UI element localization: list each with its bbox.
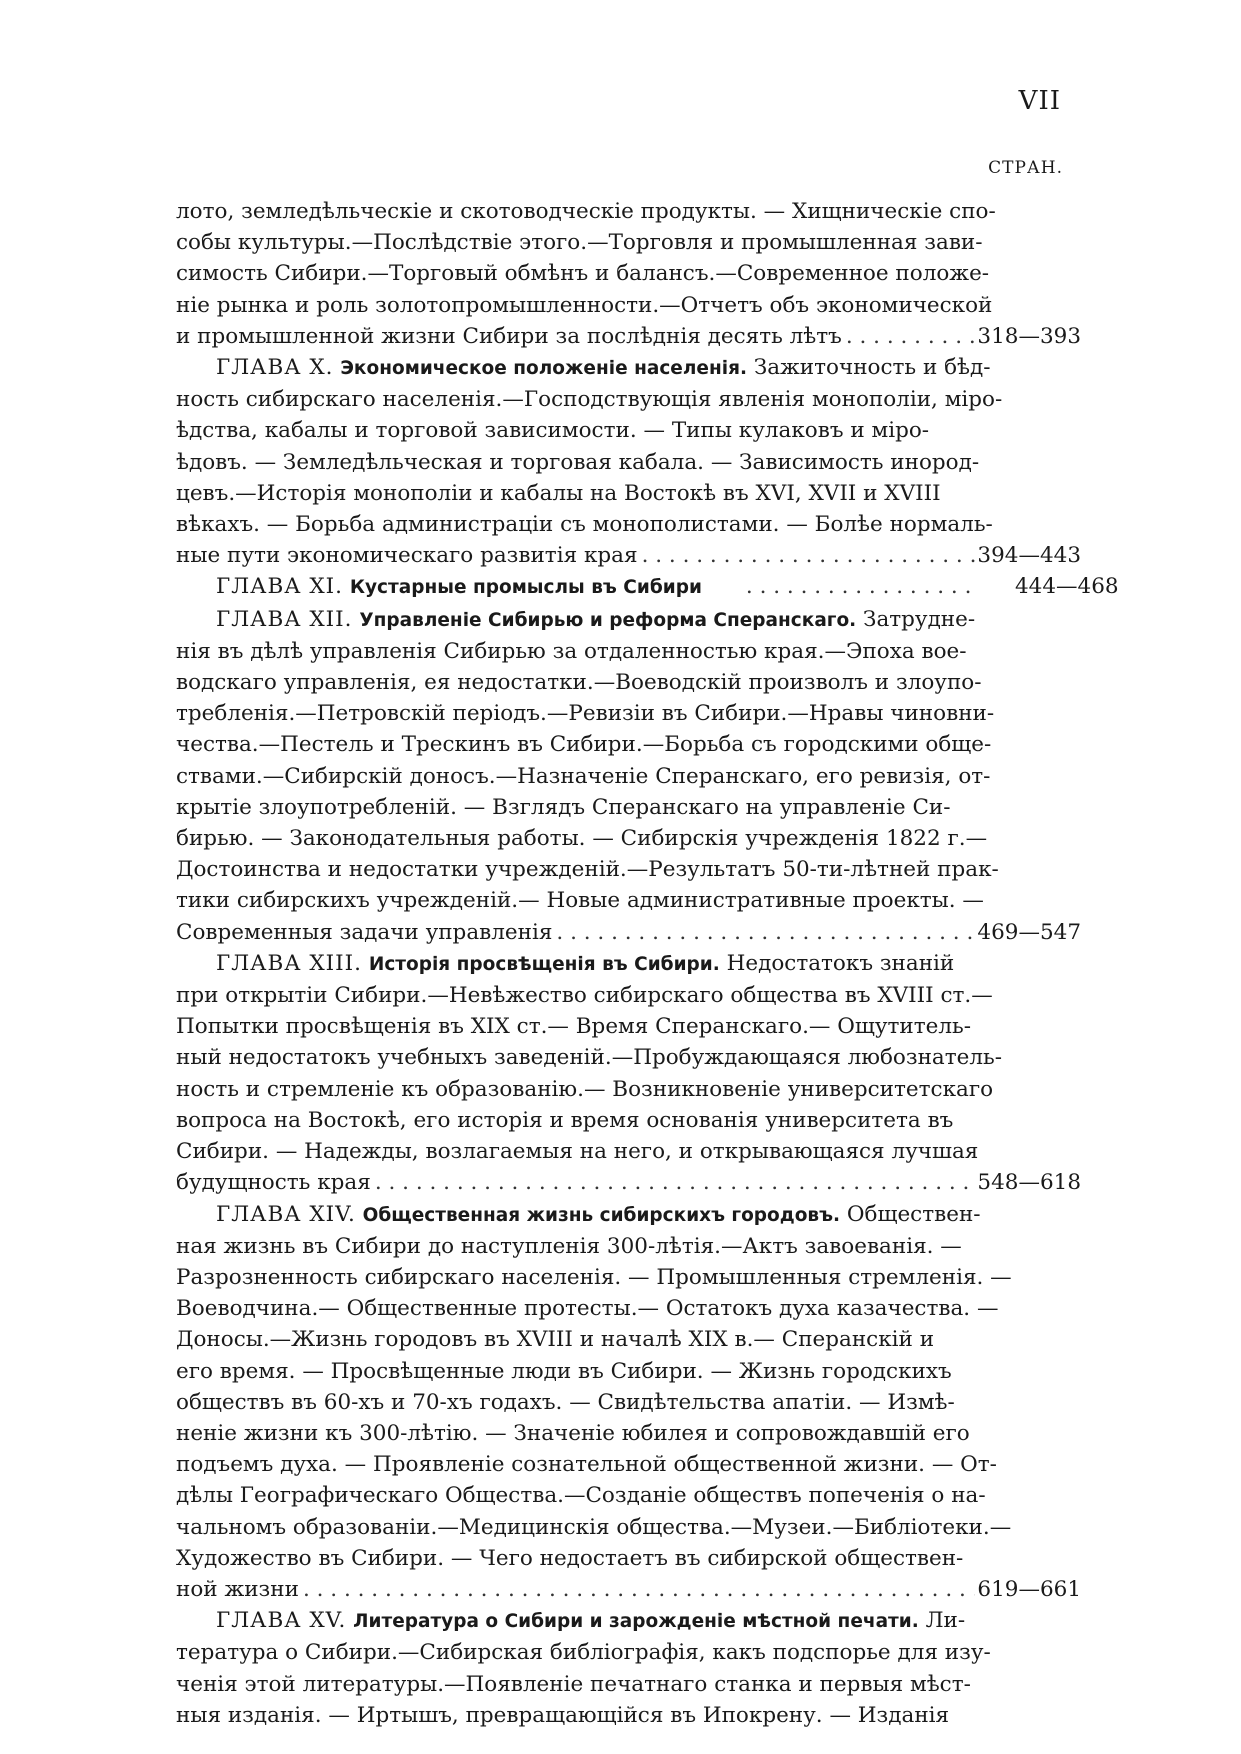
entry-text-line: Доносы.—Жизнь городовъ въ XVIII и началѣ XIX в.— Сперанскій и <box>176 1327 935 1353</box>
entry-text-line: ный недостатокъ учебныхъ заведеній.—Пробуждающаяся любознатель- <box>176 1045 1002 1071</box>
entry-text-line: Сибири. — Надежды, возлагаемыя на него, и открывающаяся лучшая <box>176 1139 979 1165</box>
chapter-label: ГЛАВА XIII. <box>216 950 362 976</box>
entry-text-line: ные пути экономическаго развитія края <box>176 543 638 569</box>
entry-text-line: обществъ въ 60-хъ и 70-хъ годахъ. — Свидѣтельства апатіи. — Измѣ- <box>176 1389 955 1415</box>
entry-text-line: цевъ.—Исторія монополіи и кабалы на Востокѣ въ XVI, XVII и XVIII <box>176 480 941 506</box>
dot-leader <box>299 1574 975 1605</box>
entry-text-line: Ли- <box>918 1608 966 1634</box>
entry-text-line: ніе рынка и роль золотопромышленности.—Отчетъ объ экономической <box>176 292 993 318</box>
entry-text-line: Затрудне- <box>856 606 976 632</box>
entry-text-line: Недостатокъ знаній <box>719 950 955 976</box>
entry-text-line: Современныя задачи управленія <box>176 919 553 945</box>
entry-last-line <box>176 321 1081 352</box>
chapter-heading-line <box>176 1199 1081 1231</box>
entry-text-line: симость Сибири.—Торговый обмѣнъ и балансъ.—Современное положе- <box>176 261 990 287</box>
entry-text-line: Зажиточность и бѣд- <box>746 355 991 381</box>
page-column-label: СТРАН. <box>988 158 1063 178</box>
entry-text-line: тература о Сибири.—Сибирская библіографія, какъ подспорье для изу- <box>176 1640 991 1666</box>
entry-text-line: Художество въ Сибири. — Чего недостаетъ въ сибирской обществен- <box>176 1545 964 1571</box>
chapter-heading-line <box>176 352 1081 384</box>
entry-text-line: чальномъ образованіи.—Медицинскія общества.—Музеи.—Библіотеки.— <box>176 1514 1012 1540</box>
chapter-label: ГЛАВА XIV. <box>216 1201 356 1227</box>
dot-leader <box>638 540 975 571</box>
entry-text-line: его время. — Просвѣщенные люди въ Сибири. — Жизнь городскихъ <box>176 1358 952 1384</box>
entry-text-line: ная жизнь въ Сибири до наступленія 300-лѣтія.—Актъ завоеванія. — <box>176 1233 962 1259</box>
toc-entry-chapter-10 <box>176 352 1081 571</box>
chapter-heading-line <box>176 948 1081 980</box>
entry-text-line: собы культуры.—Послѣдствіе этого.—Торговля и промышленная зави- <box>176 230 983 256</box>
entry-text-line: водскаго управленія, ея недостатки.—Воеводскій произволъ и злоупо- <box>176 670 982 696</box>
chapter-heading-line <box>176 604 1081 636</box>
entry-text-line: ѣдства, кабалы и торговой зависимости. — Типы кулаковъ и міро- <box>176 418 930 444</box>
dot-leader <box>702 571 975 602</box>
entry-text-line: ныя изданія. — Иртышъ, превращающійся въ Ипокрену. — Изданія <box>176 1702 950 1728</box>
page-range: 548—618 <box>977 1170 1081 1196</box>
chapter-label: ГЛАВА XII. <box>216 606 353 632</box>
page-range: 619—661 <box>977 1576 1081 1602</box>
entry-text-line: будущность края <box>176 1170 371 1196</box>
toc-entry-chapter-13 <box>176 948 1081 1199</box>
entry-text-line: ность и стремленіе къ образованію.— Возникновеніе университетскаго <box>176 1076 994 1102</box>
entry-text-line: Разрозненность сибирскаго населенія. — Промышленныя стремленія. — <box>176 1264 1012 1290</box>
entry-last-line <box>176 540 1081 571</box>
entry-text-line: неніе жизни къ 300-лѣтію. — Значеніе юбилея и сопровождавшій его <box>176 1420 970 1446</box>
entry-text-line: нія въ дѣлѣ управленія Сибирью за отдаленностью края.—Эпоха вое- <box>176 638 967 664</box>
chapter-title: Литература о Сибири и зарожденіе мѣстной печати. <box>353 1611 919 1633</box>
chapter-title: Кустарные промыслы въ Сибири <box>349 577 702 599</box>
entry-text-line: лото, земледѣльческіе и скотоводческіе продукты. — Хищническіе спо- <box>176 199 996 224</box>
toc-entry-chapter-15 <box>176 1605 1081 1731</box>
chapter-title: Исторія просвѣщенія въ Сибири. <box>368 953 720 975</box>
page-range: 469—547 <box>977 919 1081 945</box>
entry-text-line: при открытіи Сибири.—Невѣжество сибирскаго общества въ XVIII ст.— <box>176 983 993 1009</box>
entry-text-line: ченія этой литературы.—Появленіе печатнаго станка и первыя мѣст- <box>176 1671 971 1697</box>
entry-text-line: ѣдовъ. — Земледѣльческая и торговая кабала. — Зависимость инород- <box>176 449 980 475</box>
entry-last-line <box>176 917 1081 948</box>
toc-entry-chapter-14 <box>176 1199 1081 1606</box>
entry-text-line: и промышленной жизни Сибири за послѣднія десять лѣтъ <box>176 323 842 349</box>
entry-text-line: вопроса на Востокѣ, его исторія и время основанія университета въ <box>176 1107 954 1133</box>
chapter-title: Управленіе Сибирью и реформа Сперанскаго. <box>359 609 857 631</box>
chapter-heading-line <box>176 1605 1081 1637</box>
entry-text-line: дѣлы Географическаго Общества.—Созданіе обществъ попеченія о на- <box>176 1483 986 1509</box>
toc-entry-continuation <box>176 196 1081 352</box>
entry-last-line <box>176 1574 1081 1605</box>
entry-text-line: подъемъ духа. — Проявленіе сознательной общественной жизни. — От- <box>176 1452 997 1478</box>
entry-text-line: ной жизни <box>176 1576 299 1602</box>
entry-text-line: крытіе злоупотребленій. — Взглядъ Сперанскаго на управленіе Си- <box>176 794 951 820</box>
chapter-title: Общественная жизнь сибирскихъ городовъ. <box>362 1204 841 1226</box>
chapter-heading-line <box>176 571 1119 603</box>
entry-last-line <box>176 1167 1081 1198</box>
entry-text-line: вѣкахъ. — Борьба администраціи съ монополистами. — Болѣе нормаль- <box>176 512 993 538</box>
dot-leader <box>552 917 975 948</box>
entry-text-line: ность сибирскаго населенія.—Господствующія явленія монополіи, міро- <box>176 387 1003 413</box>
chapter-label: ГЛАВА XI. <box>216 574 344 600</box>
dot-leader <box>842 321 975 352</box>
dot-leader <box>371 1167 975 1198</box>
entry-text-line: Достоинства и недостатки учрежденій.—Результатъ 50-ти-лѣтней прак- <box>176 857 999 883</box>
entry-text-line: чества.—Пестель и Трескинъ въ Сибири.—Борьба съ городскими обще- <box>176 732 992 758</box>
page-number: VII <box>1018 86 1061 116</box>
entry-text-line: бирью. — Законодательныя работы. — Сибирскія учрежденія 1822 г.— <box>176 826 988 852</box>
entry-text-line: ствами.—Сибирскій доносъ.—Назначеніе Сперанскаго, его ревизія, от- <box>176 763 991 789</box>
chapter-label: ГЛАВА XV. <box>216 1608 347 1634</box>
entry-text-line: Воеводчина.— Общественные протесты.— Остатокъ духа казачества. — <box>176 1296 999 1322</box>
entry-text-line: требленія.—Петровскій періодъ.—Ревизіи въ Сибири.—Нравы чиновни- <box>176 701 995 727</box>
chapter-title: Экономическое положеніе населенія. <box>340 358 747 380</box>
toc-entry-chapter-11 <box>176 571 1119 603</box>
page-range: 318—393 <box>977 323 1081 349</box>
page-range: 444—468 <box>1015 574 1119 600</box>
toc-entry-chapter-12 <box>176 604 1081 948</box>
entry-text-line: тики сибирскихъ учрежденій.— Новые административные проекты. — <box>176 888 984 914</box>
table-of-contents <box>176 196 1119 1731</box>
entry-text-line: Попытки просвѣщенія въ XIX ст.— Время Сперанскаго.— Ощутитель- <box>176 1014 971 1040</box>
chapter-label: ГЛАВА X. <box>216 355 334 381</box>
page-range: 394—443 <box>977 543 1081 569</box>
entry-text-line: Обществен- <box>840 1201 981 1227</box>
